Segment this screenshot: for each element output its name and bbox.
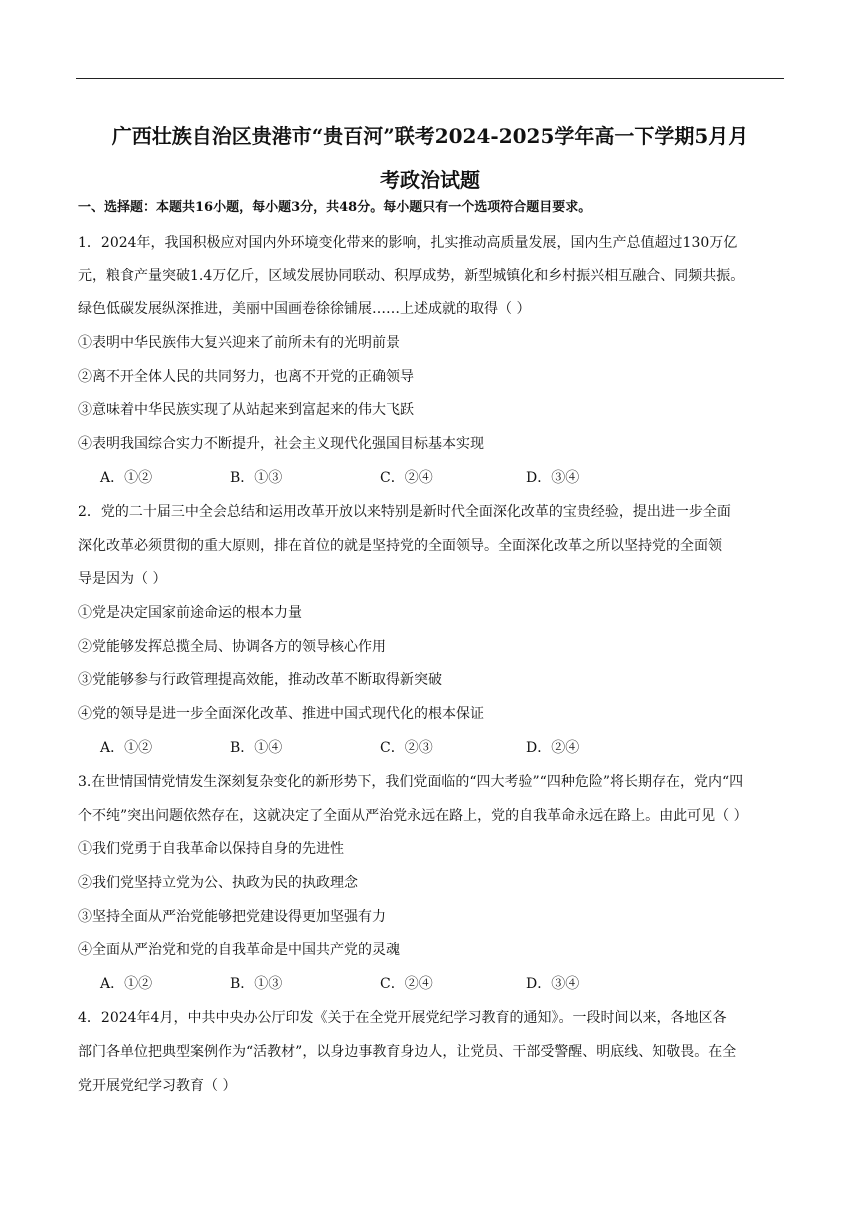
option-a[interactable]: A．①② [100, 976, 153, 992]
option-c[interactable]: C．②④ [380, 470, 433, 486]
question-2-statement: ④党的领导是进一步全面深化改革、推进中国式现代化的根本保证 [78, 706, 484, 722]
question-1-statement: ④表明我国综合实力不断提升，社会主义现代化强国目标基本实现 [78, 436, 484, 452]
option-a[interactable]: A．①② [100, 740, 153, 756]
header-rule [76, 78, 784, 79]
question-3-statement: ④全面从严治党和党的自我革命是中国共产党的灵魂 [78, 942, 400, 958]
question-4-stem: 党开展党纪学习教育（ ） [78, 1078, 237, 1094]
option-c[interactable]: C．②④ [380, 976, 433, 992]
question-2-statement: ①党是决定国家前途命运的根本力量 [78, 605, 302, 621]
question-3-statement: ①我们党勇于自我革命以保持自身的先进性 [78, 841, 344, 857]
option-a[interactable]: A．①② [100, 470, 153, 486]
option-c[interactable]: C．②③ [380, 740, 433, 756]
option-d[interactable]: D．③④ [526, 470, 580, 486]
question-4-stem: 4．2024年4月，中共中央办公厅印发《关于在全党开展党纪学习教育的通知》。一段时间以来，各地区各 [78, 1010, 727, 1026]
question-3-stem: 3.在世情国情党情发生深刻复杂变化的新形势下，我们党面临的“四大考验”“四种危险”将长期存在，党内“四 [78, 774, 744, 790]
question-2-statement: ②党能够发挥总揽全局、协调各方的领导核心作用 [78, 639, 386, 655]
question-1-stem: 绿色低碳发展纵深推进，美丽中国画卷徐徐铺展……上述成就的取得（ ） [78, 301, 531, 317]
question-3-statement: ②我们党坚持立党为公、执政为民的执政理念 [78, 875, 358, 891]
option-b[interactable]: B．①④ [230, 740, 283, 756]
option-b[interactable]: B．①③ [230, 470, 283, 486]
question-2-stem: 2．党的二十届三中全会总结和运用改革开放以来特别是新时代全面深化改革的宝贵经验，提出进一步全面 [78, 504, 731, 520]
option-d[interactable]: D．②④ [526, 740, 580, 756]
question-1-stem: 1．2024年，我国积极应对国内外环境变化带来的影响，扎实推动高质量发展，国内生产总值超过130万亿 [78, 235, 738, 251]
question-2-stem: 导是因为（ ） [78, 571, 167, 587]
section-heading: 一、选择题：本题共16小题，每小题3分，共48分。每小题只有一个选项符合题目要求。 [78, 200, 592, 215]
question-1-statement: ②离不开全体人民的共同努力，也离不开党的正确领导 [78, 369, 414, 385]
question-1-statement: ①表明中华民族伟大复兴迎来了前所未有的光明前景 [78, 335, 400, 351]
question-1-statement: ③意味着中华民族实现了从站起来到富起来的伟大飞跃 [78, 402, 414, 418]
question-2-stem: 深化改革必须贯彻的重大原则，排在首位的就是坚持党的全面领导。全面深化改革之所以坚持党的全面领 [78, 538, 722, 554]
question-2-statement: ③党能够参与行政管理提高效能，推动改革不断取得新突破 [78, 672, 442, 688]
option-b[interactable]: B．①③ [230, 976, 283, 992]
title-line-1: 广西壮族自治区贵港市“贵百河”联考2024-2025学年高一下学期5月月 [111, 124, 749, 148]
exam-title [60, 114, 800, 202]
option-d[interactable]: D．③④ [526, 976, 580, 992]
question-3-stem: 个不纯”突出问题依然存在，这就决定了全面从严治党永远在路上，党的自我革命永远在路上。由此可见（ ） [78, 808, 748, 824]
title-line-2: 考政治试题 [380, 168, 480, 192]
question-3-statement: ③坚持全面从严治党能够把党建设得更加坚强有力 [78, 909, 386, 925]
question-1-stem: 元，粮食产量突破1.4万亿斤，区域发展协同联动、积厚成势，新型城镇化和乡村振兴相互融合、同频共振。 [78, 268, 745, 284]
question-4-stem: 部门各单位把典型案例作为“活教材”，以身边事教育身边人，让党员、干部受警醒、明底线、知敬畏。在全 [78, 1044, 737, 1060]
